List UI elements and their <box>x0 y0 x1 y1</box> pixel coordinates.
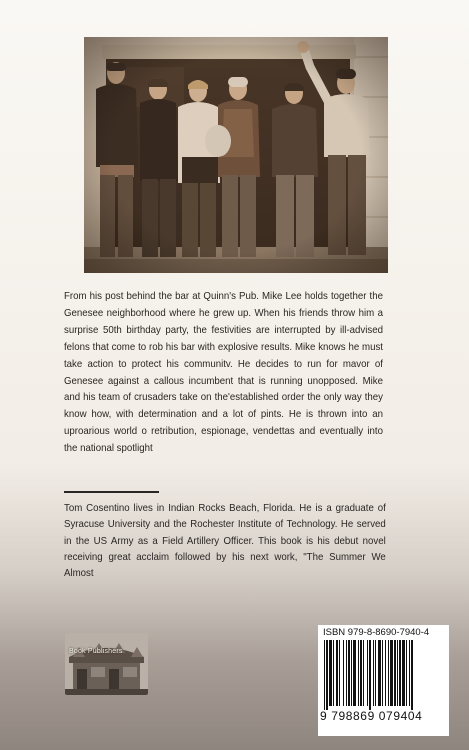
book-description: From his post behind the bar at Quinn's Pub. Mike Lee holds together the Genesee neighborhood where he grew up. When his friends throw him a surprise 50th birthday party, the festivities are interrupted by ill-advised felons that come to rob his bar with explosive results. Mike knows he must take action to protect his communitv. He decides to run for mavor of Genesee against a callous incumbent that is running unopposed. Mike and his team of crusaders take on the'established order the only way they know how, with determination and a lot of pints. He is thrown into an uproarious world o retribution, espionage, vendettas and eventually into the national spotlight <box>64 291 383 455</box>
barcode-digits: 9 798869 079404 <box>320 709 423 723</box>
barcode-bar <box>406 640 407 706</box>
vintage-group-photo <box>84 37 388 273</box>
barcode-bar <box>346 640 347 706</box>
publisher-logo-text: Book Publishers <box>69 648 123 655</box>
barcode-bar <box>375 640 376 706</box>
barcode-bar <box>378 640 381 706</box>
barcode-bar <box>343 640 344 706</box>
barcode-bar <box>353 640 356 706</box>
barcode-bar <box>348 640 350 706</box>
barcode-bar <box>351 640 352 706</box>
barcode-bar <box>336 640 338 706</box>
author-bio: Tom Cosentino lives in Indian Rocks Beach, Florida. He is a graduate of Syracuse University and the Rochester Institute of Technology. He served in the US Army as a Field Artillery Officer. This book is his debut novel receiving great acclaim followed by his next work, "The Summer We Almost <box>64 503 386 580</box>
barcode-bar <box>399 640 401 706</box>
barcode-bar <box>390 640 393 706</box>
barcode-bar <box>394 640 396 706</box>
barcode-bar <box>411 640 413 710</box>
barcode-bar <box>360 640 362 706</box>
barcode-bar <box>324 640 325 710</box>
section-divider <box>64 491 159 493</box>
barcode-bar <box>329 640 332 706</box>
barcode-bar <box>333 640 334 706</box>
publisher-logo <box>65 633 148 695</box>
publisher-logo-illustration <box>65 633 148 695</box>
barcode-bars <box>324 640 443 710</box>
barcode-bar <box>358 640 359 706</box>
barcode-bar <box>339 640 340 706</box>
barcode-bar <box>373 640 374 706</box>
group-photo-illustration <box>84 37 388 273</box>
isbn-barcode-box <box>318 625 449 736</box>
barcode-bar <box>397 640 398 706</box>
barcode-bar <box>369 640 371 710</box>
barcode-bar <box>326 640 328 710</box>
barcode-bar <box>402 640 405 706</box>
barcode-bar <box>367 640 368 706</box>
barcode-bar <box>363 640 364 706</box>
barcode-bar <box>385 640 386 706</box>
isbn-label: ISBN 979-8-8690-7940-4 <box>323 627 430 638</box>
barcode-bar <box>409 640 410 706</box>
barcode-bar <box>388 640 389 706</box>
barcode-bar <box>382 640 383 706</box>
